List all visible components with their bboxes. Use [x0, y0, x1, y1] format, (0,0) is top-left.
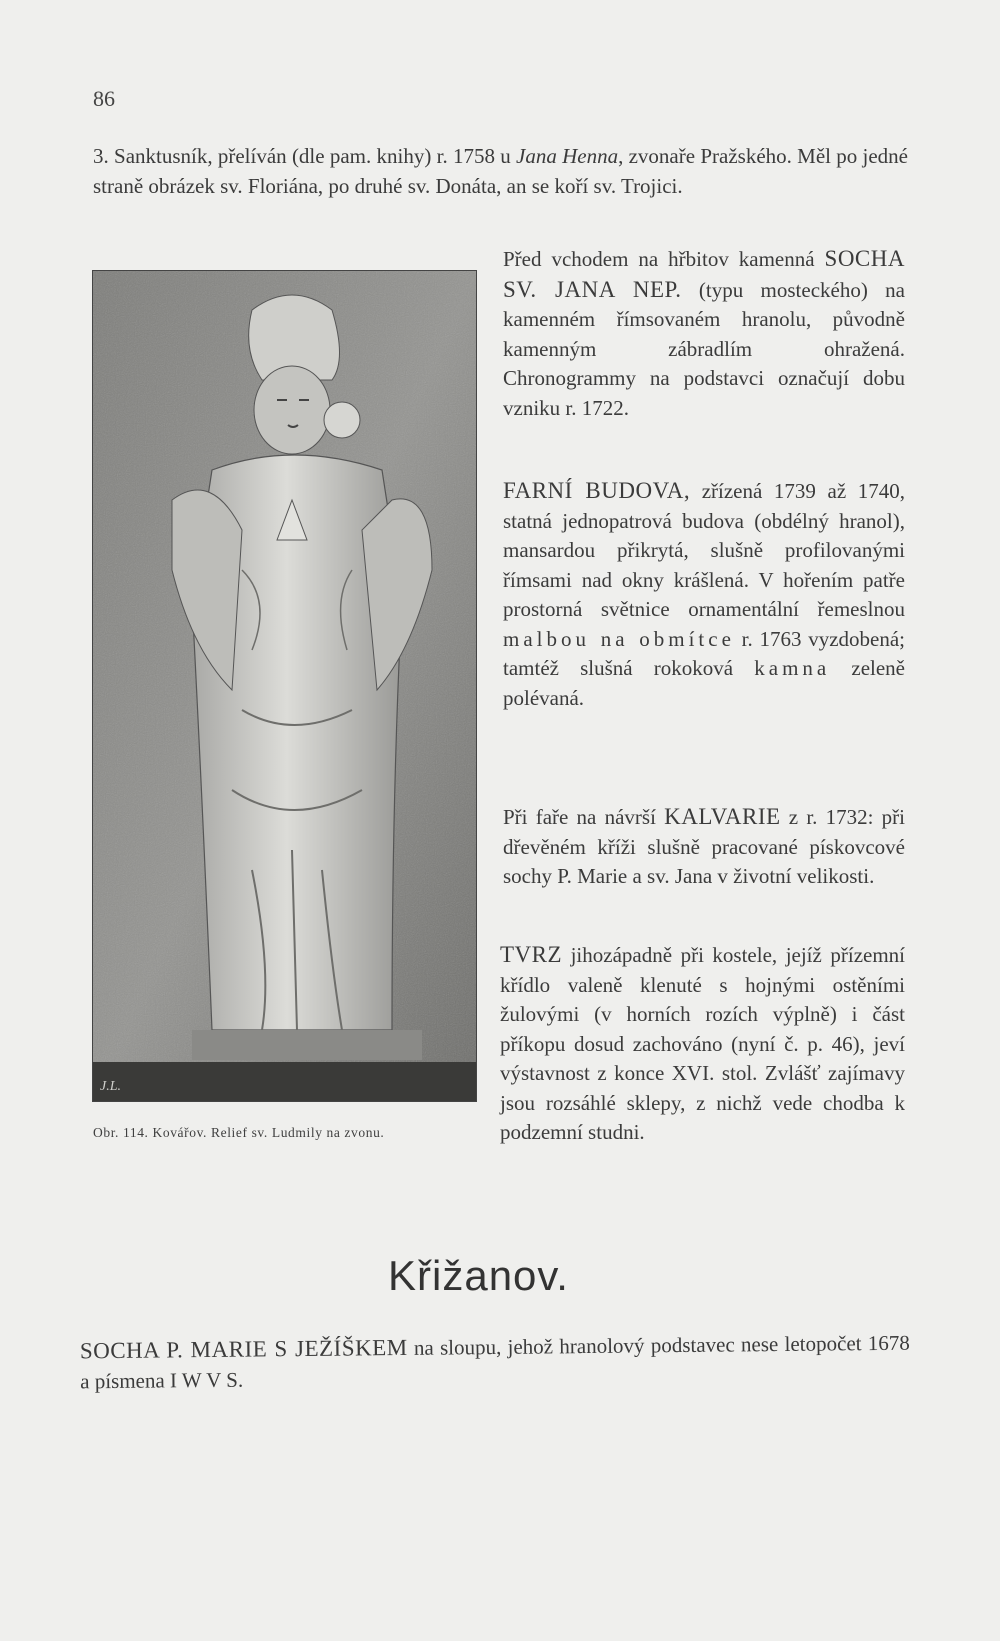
col2-text-3: zeleně polévaná.	[503, 656, 906, 710]
col4-rest: jihozápadně při kostele, jejíž přízemní křídlo valeně klenuté s hojnými ostěními žulovými (v horních rozích výplně) i část příkopu dosud zachováno (nyní č. p. 46), jeví výstavnost z konce XVI. stol. Zvlášť zajímavy jsou rozsáhlé sklepy, z nichž vede chodba k podzemní studni.	[500, 943, 905, 1144]
col1-caps: SOCHA SV. JANA NEP.	[503, 246, 905, 302]
col3-caps: KALVARIE	[664, 804, 781, 829]
col3-rest: z r. 1732: při dřevěném kříži slušně pracované pískovcové sochy P. Marie a sv. Jana v životní velikosti.	[503, 805, 905, 888]
col4-caps: TVRZ	[500, 942, 563, 967]
intro-text-1: 3. Sanktusník, přelíván (dle pam. knihy) r. 1758 u	[93, 144, 517, 168]
statue-paragraph	[503, 244, 905, 423]
parish-building-paragraph	[503, 476, 905, 713]
col2-spaced-2: kamna	[754, 656, 831, 680]
closing-paragraph	[80, 1328, 911, 1397]
col2-text-1: zřízená 1739 až 1740, statná jednopatrová budova (obdélný hranol), mansardou přikrytá, slušně profilovanými římsami nad okny krášlená. V hořením patře prostorná světnice ornamentální řemeslnou	[503, 479, 905, 621]
relief-figure	[92, 270, 477, 1102]
svg-text:J.L.: J.L.	[100, 1079, 121, 1094]
intro-text-2: , zvonaře Pražského. Měl po jedné straně obrázek sv. Floriána, po druhé sv. Donáta, an se koří sv. Trojici.	[93, 144, 908, 198]
col2-text-2: r. 1763 vyzdobená; tamtéž slušná rokoková	[503, 626, 905, 680]
col1-lead: Před vchodem na hřbitov kamenná	[503, 247, 825, 271]
col3-lead: Při faře na návrší	[503, 805, 665, 829]
closing-caps: SOCHA P. MARIE S JEŽÍŠKEM	[79, 1334, 408, 1364]
section-heading: Křižanov.	[388, 1252, 569, 1299]
col2-spaced-1: malbou na obmítce	[503, 626, 735, 651]
closing-rest: na sloupu, jehož hranolový podstavec nese letopočet 1678 a písmena I W V S.	[80, 1330, 910, 1393]
intro-italic-name: Jana Henna	[516, 144, 619, 168]
fortress-paragraph	[500, 940, 905, 1148]
intro-paragraph	[93, 142, 908, 201]
col1-rest: (typu mosteckého) na kamenném římsovaném hranolu, původně kamenným zábradlím ohražená. Chronogrammy na podstavci označují dobu vzniku r. 1722.	[503, 277, 905, 420]
figure-caption: Obr. 114. Kovářov. Relief sv. Ludmily na zvonu.	[93, 1125, 385, 1140]
calvary-paragraph	[503, 802, 905, 892]
page-number: 86	[93, 86, 115, 111]
col2-caps: FARNÍ BUDOVA,	[503, 478, 691, 503]
relief-image	[92, 270, 477, 1102]
